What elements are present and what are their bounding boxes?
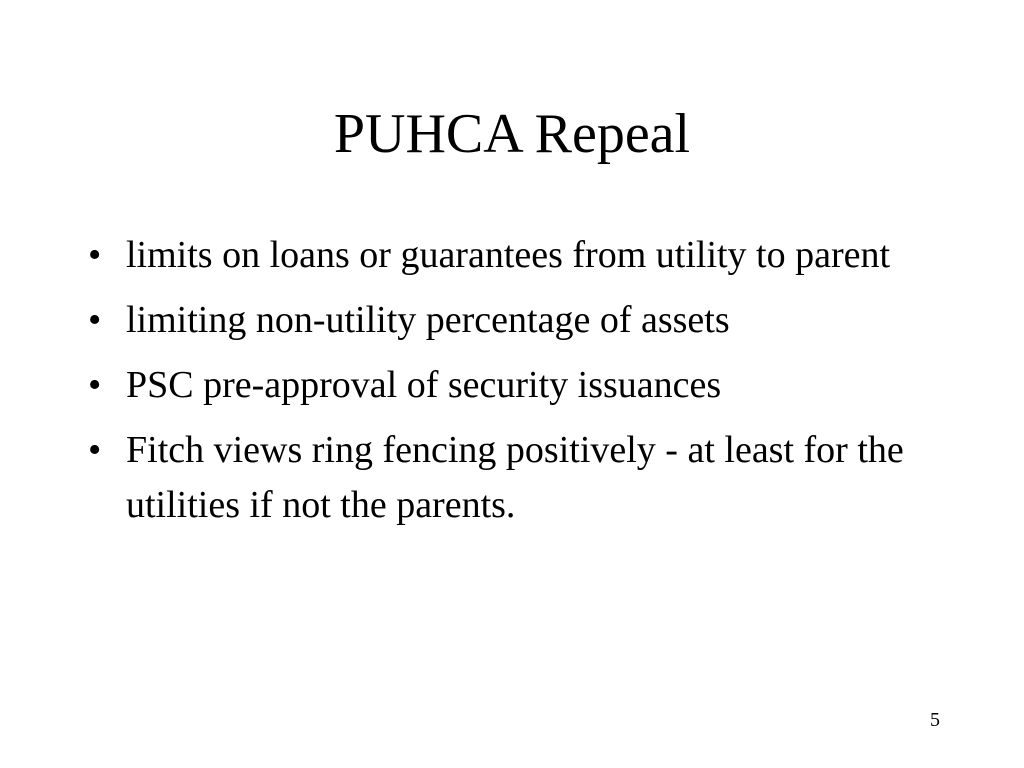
bullet-text: Fitch views ring fencing positively - at least for the utilities if not the parents. <box>126 429 904 526</box>
bullet-dot-icon: • <box>88 299 102 341</box>
bullet-text: PSC pre-approval of security issuances <box>126 364 722 406</box>
slide-number: 5 <box>930 709 940 731</box>
bullet-item <box>84 293 964 348</box>
bullet-item <box>84 228 964 283</box>
bullet-dot-icon: • <box>88 234 102 276</box>
bullet-dot-icon: • <box>88 429 102 471</box>
bullet-text: limiting non-utility percentage of assets <box>126 299 730 341</box>
slide-title: PUHCA Repeal <box>333 103 691 165</box>
bullet-dot-icon: • <box>88 364 102 406</box>
bullet-list <box>84 228 964 543</box>
bullet-item <box>84 358 964 413</box>
bullet-text: limits on loans or guarantees from utility to parent <box>126 234 891 276</box>
bullet-item <box>84 423 964 533</box>
